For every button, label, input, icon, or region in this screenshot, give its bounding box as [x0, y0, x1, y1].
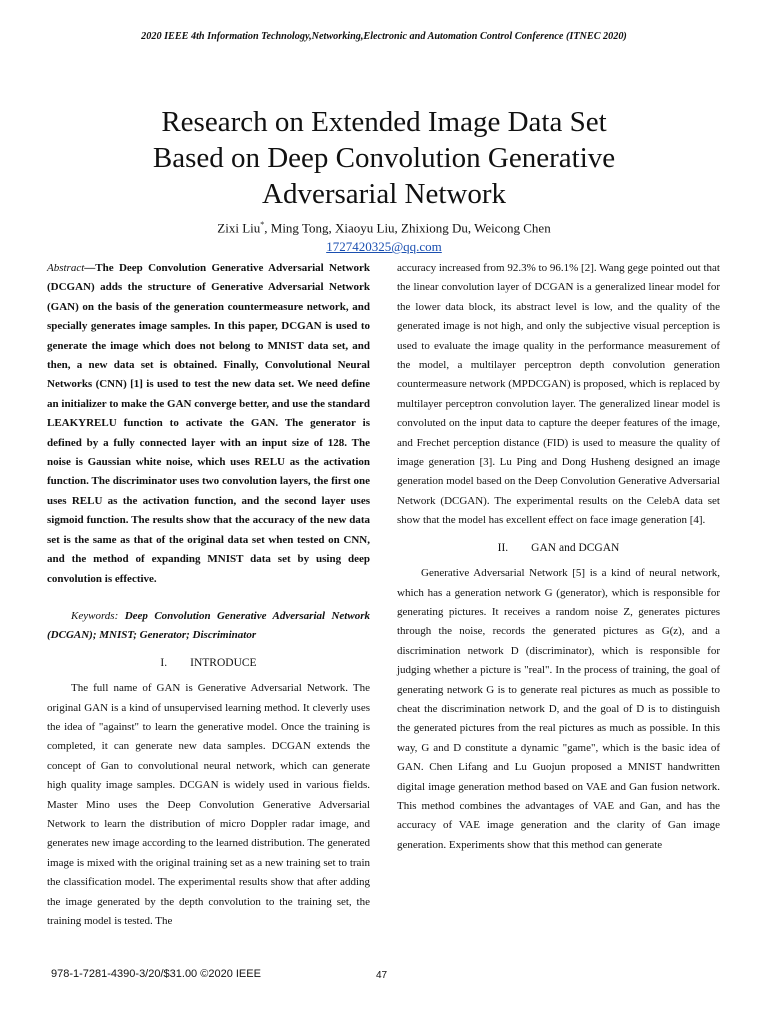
keywords-text: Deep Convolution Generative Adversarial Network (DCGAN); MNIST; Generator; Discriminator	[47, 609, 370, 642]
right-column	[397, 259, 720, 855]
other-authors: , Ming Tong, Xiaoyu Liu, Zhixiong Du, Weicong Chen	[264, 220, 551, 236]
page-number: 47	[376, 970, 388, 981]
copyright-footer: 978-1-7281-4390-3/20/$31.00 ©2020 IEEE	[51, 968, 261, 980]
author-email-link[interactable]: 1727420325@qq.com	[326, 239, 442, 254]
corresponding-author-mark: *	[260, 220, 265, 229]
paper-title	[84, 104, 684, 212]
author-list	[0, 220, 768, 236]
title-line-2: Based on Deep Convolution Generative	[152, 142, 616, 174]
title-line-3: Adversarial Network	[262, 178, 506, 210]
abstract-lead: Abstract	[47, 262, 85, 274]
abstract	[47, 259, 370, 589]
conference-header: 2020 IEEE 4th Information Technology,Networking,Electronic and Automation Control Conference (ITNEC 2020)	[141, 31, 627, 42]
section-heading-introduce: I. INTRODUCE	[160, 656, 257, 669]
introduce-continued: accuracy increased from 92.3% to 96.1% [2]. Wang gege pointed out that the linear convolution layer of DCGAN is a generalized linear model for the lower data block, its abstract level is low, and the quality of the generated image is not high, and only the subjective visual perception is used to evaluate the image quality in the performance measurement of the model, a multilayer perceptron depth convolution generation countermeasure network (MPDCGAN) is proposed, which is replaced by multilayer perceptron convolution layer. The generalized linear model is convoluted on the input data to capture the deeper features of the image, and Frechet perception distance (FID) is used to measure the quality of image generation [3]. Lu Ping and Dong Husheng designed an image generation model based on the Deep Convolution Generative Adversarial Network (DCGAN). The experimental results on the CelebA data set show that the model has excellent effect on face image generation [4].	[397, 262, 720, 527]
keywords	[47, 607, 370, 646]
keywords-lead: Keywords:	[71, 609, 125, 622]
gan-paragraph: Generative Adversarial Network [5] is a kind of neural network, which has a generation network G (generator), which is responsible for generating pictures. It receives a random noise Z, generates pictures through the noise, records the generated pictures as G(z), and a discrimination network D (discriminator), which is responsible for judging whether a picture is "real". In the process of training, the goal of generating network G is to generate real pictures as much as possible to cheat the discrimination network D, and the goal of D is to distinguish the generated pictures from the real pictures as much as possible. In this way, G and D constitute a dynamic "game", which is the basic idea of GAN. Chen Lifang and Lu Guojun proposed a MNIST handwritten digital image generation method based on VAE and Gan fusion network. This method combines the advantages of VAE and Gan, and has the accuracy of VAE image generation and the clarity of Gan image generation. Experiments show that this method can generate	[397, 567, 720, 851]
left-column	[47, 259, 370, 931]
abstract-text: —The Deep Convolution Generative Adversarial Network (DCGAN) adds the structure of Generative Adversarial Network (GAN) on the basis of the generation countermeasure network, and specially generates image samples. In this paper, DCGAN is used to generate the image which does not belong to MNIST data set, and then, a new data set is obtained. Finally, Convolutional Neural Networks (CNN) [1] is used to test the new data set. We need define an initializer to make the GAN converge better, and use the standard LEAKYRELU function to activate the GAN. The generator is defined by a fully connected layer with an input size of 128. The noise is Gaussian white noise, which uses RELU as the activation function. The discriminator uses two convolution layers, the first one uses RELU as the activation function, and the second layer uses sigmoid function. The results show that the accuracy of the new data set is the same as that of the original data set when tested on CNN, and the method of expanding MNIST data set by using deep convolution is effective.	[47, 262, 370, 585]
first-author: Zixi Liu	[217, 220, 261, 236]
section-heading-gan-dcgan: II. GAN and DCGAN	[497, 541, 620, 554]
introduce-paragraph: The full name of GAN is Generative Adversarial Network. The original GAN is a kind of unsupervised learning method. It cleverly uses the idea of "against" to learn the generative model. Once the training is completed, it can generate new data samples. DCGAN extends the concept of Gan to convolutional neural network, which can generate high quality image samples. DCGAN is widely used in various fields. Master Mino uses the Deep Convolution Generative Adversarial Network to learn the distribution of micro Doppler radar image, and generates new image according to the learned distribution. The generated image is mixed with the original training set as a new training set to train the classification model. The experimental results show that after adding the image generated by the depth convolution to the training set, the training model is tested. The	[47, 682, 370, 927]
title-line-1: Research on Extended Image Data Set	[161, 106, 607, 138]
